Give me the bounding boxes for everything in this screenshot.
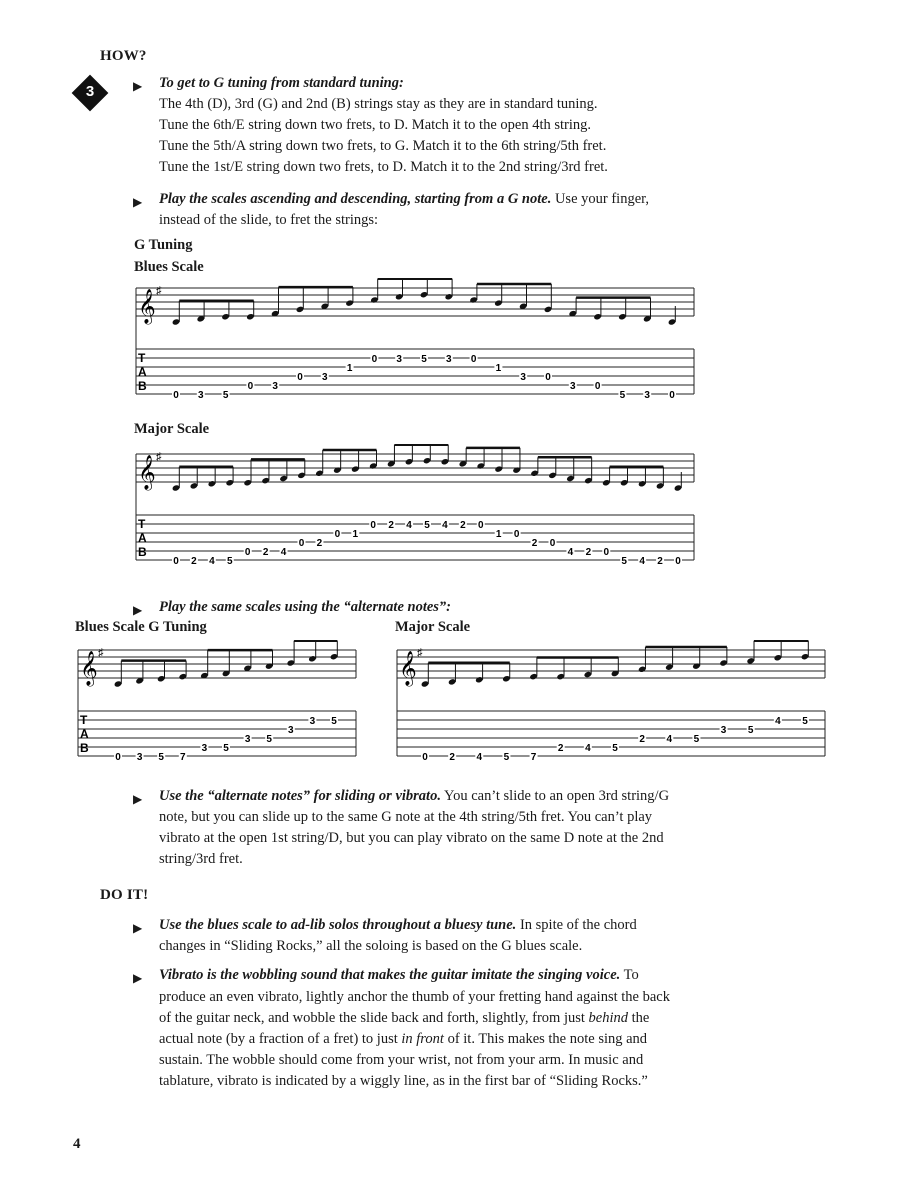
- tab-fret-number: 5: [802, 716, 808, 727]
- tab-fret-number: 5: [421, 354, 427, 365]
- triangle-bullet-icon: ▶: [133, 971, 143, 985]
- blues-scale-notation: [130, 278, 700, 400]
- tab-fret-number: 2: [585, 547, 592, 558]
- tab-fret-number: 3: [446, 354, 452, 365]
- tab-fret-number: 5: [227, 556, 233, 566]
- tab-fret-number: 4: [775, 716, 781, 727]
- staff-lines: [136, 288, 694, 394]
- alt-major-label: Major Scale: [395, 619, 471, 635]
- alternate-intro: Play the same scales using the “alternate notes”:: [159, 599, 452, 615]
- vibrato-line-5: sustain. The wobble should come from your wrist, not from your arm. In music and: [159, 1052, 644, 1068]
- tab-fret-number: 3: [198, 390, 204, 400]
- doit-heading: DO IT!: [100, 887, 149, 903]
- sharp-sign-icon: ♯: [156, 451, 162, 463]
- tab-fret-number: 0: [422, 752, 428, 762]
- tab-fret-number: 0: [247, 381, 254, 392]
- tab-fret-number: 2: [388, 520, 394, 531]
- tab-lines: [136, 515, 694, 560]
- triangle-bullet-icon: ▶: [133, 79, 143, 93]
- tab-fret-number: 3: [136, 752, 143, 762]
- tab-fret-number: 0: [297, 372, 303, 383]
- tab-fret-number: 5: [266, 734, 272, 745]
- vibrato-line-3c: the: [628, 1010, 650, 1026]
- tab-fret-number: 2: [531, 538, 538, 549]
- treble-clef-icon: 𝄞: [138, 290, 156, 323]
- tab-fret-number: 0: [594, 381, 601, 392]
- g-tuning-label: G Tuning: [134, 237, 193, 253]
- tab-fret-number: 2: [557, 743, 564, 754]
- triangle-bullet-icon: ▶: [133, 921, 143, 935]
- tab-fret-number: 0: [244, 547, 251, 558]
- tab-letter-a: A: [80, 727, 89, 741]
- tab-fret-number: 4: [280, 547, 287, 558]
- doit-blues-line-1: [159, 915, 637, 936]
- tab-fret-number: 0: [371, 354, 378, 365]
- staff-lines: [78, 650, 356, 756]
- vibrato-line-4b: in front: [401, 1031, 444, 1047]
- vibrato-line-4a: actual note (by a fraction of a fret) to just: [159, 1031, 402, 1047]
- tab-fret-number: 1: [495, 529, 502, 540]
- blues-scale-label: Blues Scale: [134, 259, 204, 275]
- tuning-line-1: The 4th (D), 3rd (G) and 2nd (B) strings stay as they are in standard tuning.: [159, 96, 598, 112]
- tab-fret-number: 3: [272, 381, 278, 392]
- alt-major-notation: [393, 640, 829, 762]
- sliding-line-4: string/3rd fret.: [159, 851, 243, 867]
- vibrato-bold: Vibrato is the wobbling sound that makes the guitar imitate the singing voice.: [159, 967, 621, 983]
- tab-fret-number: 1: [346, 363, 353, 374]
- tab-letter-a: A: [138, 531, 147, 545]
- vibrato-line-6: tablature, vibrato is indicated by a wiggly line, as in the first bar of “Sliding Rocks.”: [159, 1073, 648, 1089]
- tab-fret-number: 5: [621, 556, 627, 566]
- tab-fret-number: 0: [173, 556, 179, 566]
- triangle-bullet-icon: ▶: [133, 195, 143, 209]
- tab-fret-number: 0: [549, 538, 556, 549]
- tab-fret-number: 5: [424, 520, 430, 531]
- doit-blues-line-2: changes in “Sliding Rocks,” all the soloing is based on the G blues scale.: [159, 938, 583, 954]
- sharp-sign-icon: ♯: [156, 285, 162, 297]
- triangle-bullet-icon: ▶: [133, 792, 143, 806]
- tab-fret-number: 2: [191, 556, 197, 566]
- tab-fret-number: 5: [331, 716, 337, 727]
- tab-fret-number: 2: [262, 547, 269, 558]
- sharp-sign-icon: ♯: [98, 647, 104, 659]
- tab-fret-number: 2: [449, 752, 455, 762]
- tab-fret-number: 5: [693, 734, 700, 745]
- vibrato-line-3a: of the guitar neck, and wobble the slide back and forth, slightly, from just: [159, 1010, 589, 1026]
- tab-fret-number: 0: [669, 390, 675, 400]
- major-scale-label: Major Scale: [134, 421, 210, 437]
- tab-fret-number: 0: [478, 520, 484, 531]
- major-scale-notation: [130, 444, 700, 566]
- page-number: 4: [73, 1136, 81, 1152]
- tab-fret-number: 5: [503, 752, 510, 762]
- tab-fret-number: 0: [675, 556, 681, 566]
- alt-blues-notation: [72, 640, 362, 762]
- vibrato-line-3: [159, 1008, 649, 1029]
- tab-fret-number: 4: [666, 734, 673, 745]
- tab-fret-number: 4: [406, 520, 412, 531]
- play-scales-line-2: instead of the slide, to fret the strings:: [159, 212, 379, 228]
- tab-fret-number: 0: [298, 538, 305, 549]
- vibrato-line-3b: behind: [588, 1010, 628, 1026]
- tab-fret-number: 4: [639, 556, 645, 566]
- tab-fret-number: 4: [209, 556, 215, 566]
- step-number: 3: [85, 83, 95, 100]
- sliding-line-3: vibrato at the open 1st string/D, but you can play vibrato on the same D note at the 2nd: [159, 830, 664, 846]
- vibrato-line-4c: of it. This makes the note sing and: [443, 1031, 648, 1047]
- sliding-bold: Use the “alternate notes” for sliding or vibrato.: [159, 788, 441, 804]
- tab-fret-number: 3: [396, 354, 402, 365]
- tab-fret-number: 7: [180, 752, 186, 762]
- tab-fret-number: 5: [222, 390, 229, 400]
- tab-fret-number: 5: [747, 725, 754, 736]
- sliding-line-2: note, but you can slide up to the same G note at the 4th string/5th fret. You can’t play: [159, 809, 653, 825]
- tab-fret-number: 4: [567, 547, 574, 558]
- tab-fret-number: 0: [334, 529, 341, 540]
- tab-fret-number: 0: [173, 390, 179, 400]
- tab-letter-b: B: [80, 741, 89, 755]
- how-heading: HOW?: [100, 48, 147, 64]
- tab-letter-a: A: [138, 365, 147, 379]
- step-badge: [72, 75, 108, 111]
- tab-fret-number: 3: [644, 390, 650, 400]
- treble-clef-icon: 𝄞: [399, 652, 417, 685]
- tab-fret-number: 7: [530, 752, 537, 762]
- tuning-line-2: Tune the 6th/E string down two frets, to D. Match it to the open 4th string.: [159, 117, 592, 133]
- vibrato-line-2: produce an even vibrato, lightly anchor the thumb of your fretting hand against the back: [159, 989, 670, 1005]
- doit-blues-rest: In spite of the chord: [516, 917, 637, 933]
- tab-fret-number: 4: [476, 752, 483, 762]
- tab-fret-number: 3: [570, 381, 576, 392]
- tab-fret-number: 0: [470, 354, 477, 365]
- sharp-sign-icon: ♯: [417, 647, 423, 659]
- tab-fret-number: 0: [370, 520, 376, 531]
- triangle-bullet-icon: ▶: [133, 603, 143, 617]
- tab-letter-t: T: [138, 517, 146, 531]
- play-scales-line-1: [159, 189, 649, 210]
- tab-fret-number: 0: [115, 752, 121, 762]
- tab-lines: [136, 349, 694, 394]
- tuning-title: To get to G tuning from standard tuning:: [159, 75, 404, 91]
- doit-blues-bold: Use the blues scale to ad-lib solos throughout a bluesy tune.: [159, 917, 517, 933]
- play-scales-bold: Play the scales ascending and descending, starting from a G note.: [159, 191, 552, 207]
- tab-fret-number: 0: [603, 547, 610, 558]
- tab-fret-number: 5: [619, 390, 626, 400]
- tab-fret-number: 1: [352, 529, 359, 540]
- tab-fret-number: 3: [201, 743, 208, 754]
- alt-blues-label: Blues Scale G Tuning: [75, 619, 207, 635]
- tab-fret-number: 2: [639, 734, 645, 745]
- staff-lines: [397, 650, 825, 756]
- play-scales-rest: Use your finger,: [551, 191, 649, 207]
- tab-fret-number: 1: [495, 363, 502, 374]
- treble-clef-icon: 𝄞: [138, 456, 156, 489]
- tuning-line-3: Tune the 5th/A string down two frets, to G. Match it to the 6th string/5th fret.: [159, 138, 607, 154]
- tab-fret-number: 2: [460, 520, 466, 531]
- tab-fret-number: 0: [545, 372, 551, 383]
- tab-fret-number: 4: [585, 743, 591, 754]
- tab-fret-number: 3: [244, 734, 251, 745]
- tab-fret-number: 4: [442, 520, 448, 531]
- tab-fret-number: 3: [720, 725, 727, 736]
- tab-fret-number: 3: [309, 716, 316, 727]
- vibrato-rest: To: [620, 967, 639, 983]
- tab-fret-number: 5: [223, 743, 229, 754]
- tab-letter-b: B: [138, 545, 147, 559]
- sliding-rest: You can’t slide to an open 3rd string/G: [440, 788, 670, 804]
- tab-fret-number: 3: [288, 725, 294, 736]
- tab-letter-t: T: [80, 713, 88, 727]
- staff-lines: [136, 454, 694, 560]
- tab-fret-number: 5: [612, 743, 618, 754]
- vibrato-line-4: [159, 1029, 647, 1050]
- tab-letter-t: T: [138, 351, 146, 365]
- tab-fret-number: 5: [158, 752, 164, 762]
- tab-fret-number: 2: [657, 556, 663, 566]
- tab-letter-b: B: [138, 379, 147, 393]
- tab-fret-number: 3: [520, 372, 526, 383]
- tuning-line-4: Tune the 1st/E string down two frets, to D. Match it to the 2nd string/3rd fret.: [159, 159, 608, 175]
- tab-fret-number: 0: [513, 529, 520, 540]
- sliding-line-1: [159, 786, 669, 807]
- tab-fret-number: 3: [322, 372, 328, 383]
- treble-clef-icon: 𝄞: [80, 652, 98, 685]
- tab-fret-number: 2: [316, 538, 323, 549]
- vibrato-line-1: [159, 965, 639, 986]
